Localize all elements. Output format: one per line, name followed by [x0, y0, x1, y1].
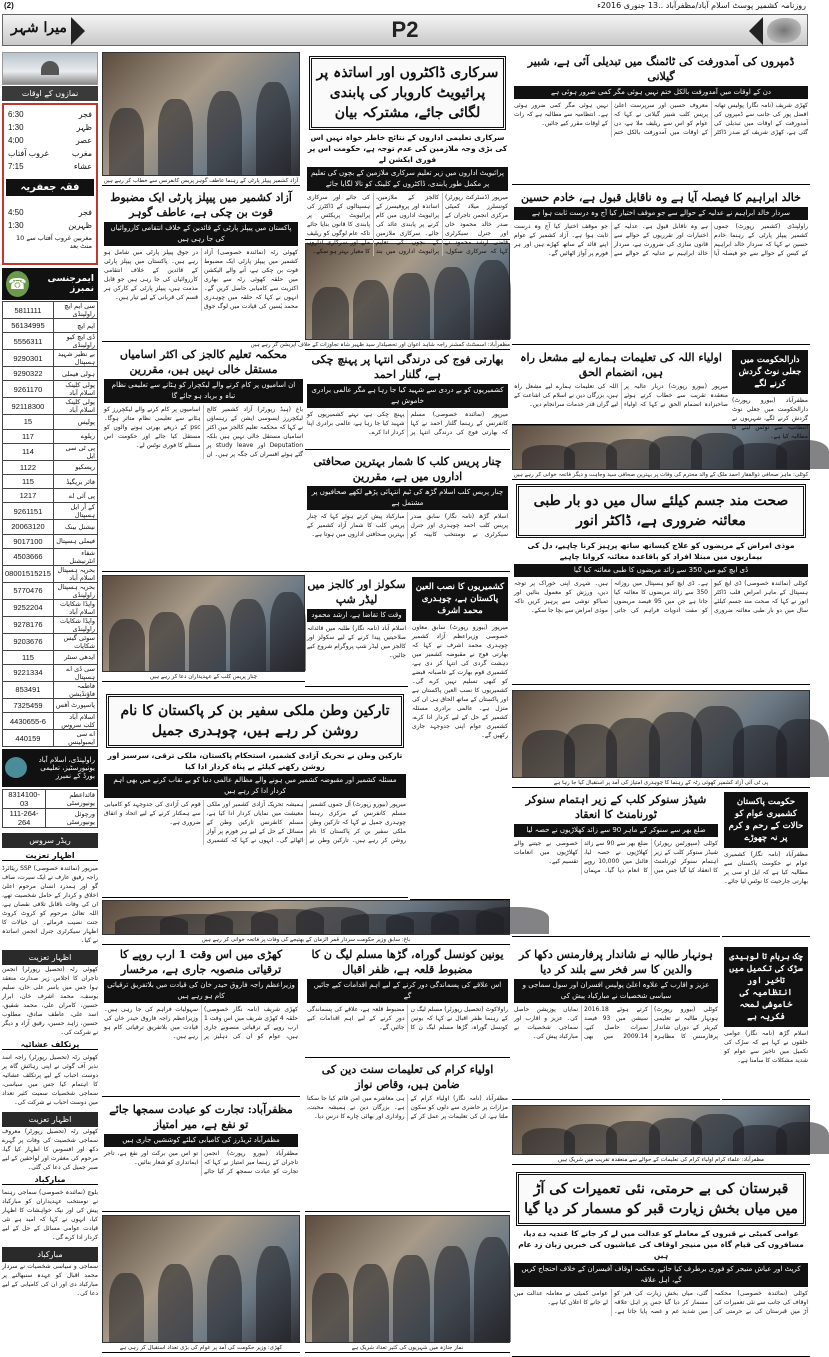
- article-headline: سرکاری ڈاکٹروں اور اساتذہ پر پرائیویٹ کاروبار کی پابندی لگائی جائے، مشترکہ بیان: [309, 56, 506, 130]
- article-body: کھڑی شریف (نامہ نگار خصوصی) حلقہ 4 کھڑی شریف میں اس وقت 1 ارب روپے کے ترقیاتی منصوبے جاری ہیں، عوام کو ان کی دہلیز پر سہولیات فراہم کی جا رہی ہیں۔ وزیراعظم راجہ فاروق حیدر خان کی قیادت میں بلاتفریق ترقیاتی کام ہو رہے ہیں۔: [104, 1006, 298, 1040]
- article-subheadline: کشمیریوں کو بے دردی سے شہید کیا جا رہا ہے مگر عالمی برادری خاموش ہے: [307, 384, 508, 408]
- news-article: [305, 945, 510, 1058]
- phone-row: [3, 474, 98, 488]
- phone-row: [3, 503, 98, 520]
- news-article: [512, 52, 810, 185]
- prayer-name: فجر: [78, 208, 92, 217]
- reader-item-body: سماجی و سیاسی شخصیات نے سردار محمد اقبال کو عہدہ سنبھالنے پر مبارکباد دی اور ان کی کامیابی کے لیے دعا کی۔: [2, 1263, 98, 1298]
- news-photo: [512, 690, 810, 778]
- reader-item-body: بلوچ (نمائندہ خصوصی) سماجی رہنما نے نومنتخب عہدیداران کو مبارکباد پیش کی اور نیک خواہشات کا اظہار کیا، انہوں نے کہا کہ امید ہے نئی قیادت عوامی مسائل کے حل کے لیے کردار ادا کرے گی۔: [2, 1189, 98, 1242]
- article-subheadline: ڈی ایچ کیو میں 350 سے زائد مریضوں کا طبی معائنہ کیا گیا: [514, 564, 808, 577]
- article-headline: ڈمپروں کی آمدورفت کی ٹائمنگ میں تبدیلی آئی ہے، شبیر گیلانی: [527, 55, 795, 83]
- article-headline: تارکین وطن ملکی سفیر بن کر پاکستان کا نام روشن کر رہے ہیں، چوہدری جمیل: [106, 694, 404, 748]
- phone-row: [3, 534, 98, 548]
- phone-number: 1122: [3, 460, 54, 474]
- phone-row: [3, 319, 98, 333]
- phone-number: 9252204: [3, 599, 54, 616]
- phone-label: فاطمہ فاؤنڈیشن: [53, 681, 97, 698]
- person-figure: [393, 1255, 430, 1342]
- person-figure: [353, 1264, 390, 1342]
- phone-row: [3, 302, 98, 319]
- phone-row: [3, 565, 98, 582]
- photo-caption: کھڑی: وزیر حکومت کی آمد پر عوام کی بڑی تعداد استقبال کر رہی ہے: [102, 1344, 300, 1353]
- news-article: [305, 452, 510, 572]
- article-subheadline: ضلع بھر سے سنوکر کے ماہر 90 سے زائد کھلاڑیوں نے حصہ لیا: [514, 824, 718, 837]
- article-subheadline: مظفرآباد ٹریڈرز کی کامیابی کیلئے کوششیں جاری ہیں: [104, 1134, 298, 1147]
- phone-label: ایدھی سنٹر: [53, 650, 97, 664]
- article-body: کوٹلی (نمائندہ خصوصی) محکمہ اوقاف کی جانب سے نئی تعمیرات کی آڑ میں قبرستان کی بے حرمتی کی گئی، میاں بخش زیارت کی قبر کو مسمار کر دیا گیا جس پر اہل علاقہ میں شدید غم و غصہ پایا جاتا ہے۔ عوامی کمیٹی نے معاملہ عدالت میں لے جانے کا اعلان کیا ہے۔: [514, 1290, 808, 1315]
- article-body: میرپور (نمائندہ خصوصی) مسلم کانفرنس کے رہنما گلنار احمد نے کہا کہ بھارتی فوج کی درندگی انتہا پر پہنچ چکی ہے، نہتے کشمیریوں کو شہید کیا جا رہا ہے، عالمی برادری اپنا کردار ادا کرے۔: [307, 411, 508, 436]
- news-article: [722, 790, 810, 937]
- phone-number: 8314100-03: [3, 790, 46, 809]
- news-article: [512, 1168, 810, 1357]
- reader-item-body: کھوئی رٹہ (تحصیل رپورٹر) معروف سماجی شخصیت کی وفات پر گہرے دکھ اور افسوس کا اظہار کیا گیا، مرحوم کی مغفرت اور لواحقین کے لیے صبر جمیل کی دعا کی گئی۔: [2, 1128, 98, 1172]
- mosque-image: [2, 52, 98, 85]
- article-body: راولاکوٹ (تحصیل رپورٹر) مسلم لیگ ن کے رہنما ظفر اقبال نے کہا کہ یونین کونسل گوراہ، گڑھا مسلم لیگ ن کا مضبوط قلعہ ہے، علاقے کی پسماندگی دور کرنے کے لیے اہم اقدامات کیے جائیں گے۔: [307, 1006, 508, 1031]
- news-article: [102, 188, 300, 342]
- phone-number: 08001515215: [3, 565, 54, 582]
- article-headline: چک ہرہام تا لوہیدی سڑک کی تکمیل میں تاخیر اور انتظامیہ کی خاموشی لمحہ فکریہ ہے: [724, 947, 808, 1027]
- phone-number: 111-264-264: [3, 809, 46, 828]
- person-figure: [312, 287, 349, 339]
- phone-label: واپڈا شکایات اسلام آباد: [53, 599, 97, 616]
- phone-number: 56134995: [3, 319, 54, 333]
- photo-caption: پی ٹی آئی آزاد کشمیر کھوئی رٹہ کے رہنما کا چوہدری امتیاز کی آمد پر استقبال کیا جا رہا ہے: [512, 779, 810, 788]
- prayer-time: 4:50: [8, 208, 24, 217]
- phone-number: 7325459: [3, 698, 54, 712]
- person-figure: [434, 267, 471, 339]
- prayer-name: عصر: [75, 136, 92, 145]
- phone-label: پولیس: [53, 415, 97, 429]
- article-headline: قبرستان کی بے حرمتی، نئی تعمیرات کی آڑ میں میاں بخش زیارت قبر کو مسمار کر دیا گیا: [516, 1172, 806, 1226]
- phone-label: پولی کلینک اسلام آباد: [53, 398, 97, 415]
- news-article: [512, 348, 730, 425]
- reader-item-title: مبارکباد: [2, 1247, 98, 1262]
- reader-item-title: اظہار تعزیت: [2, 1112, 98, 1127]
- prayer-row: [8, 108, 92, 121]
- article-lead: سرکاری تعلیمی اداروں کے نتائج خاطر خواہ نہیں اس کی بڑی وجہ ملازمین کی عدم توجہ ہے، حکومت اس پر فوری ایکشن لے: [307, 133, 508, 164]
- reader-item-title: مبارکباد: [2, 1175, 98, 1185]
- news-article: [305, 52, 510, 255]
- article-body: کھوئی رٹہ (نمائندہ خصوصی) آزاد کشمیر میں پیپلز پارٹی ایک مضبوط قوت بن چکی ہے، آنے والے الیکشن میں حلقہ کھوئی رٹہ سے بھاری اکثریت سے کامیابی حاصل کریں گے۔ انہوں نے کہا کہ حلقہ میں چوہدری محمد یٰسین کی قیادت میں لوگ جوق در جوق پیپلز پارٹی میں شامل ہو رہے ہیں۔ پاکستان میں پیپلز پارٹی کے قائدین کے خلاف انتقامی کارروائیاں کی جا رہی ہیں جو قابل مذمت ہیں، پیپلز پارٹی کے کارکن ہر قسم کی قربانی کے لیے تیار ہیں۔: [104, 249, 298, 310]
- article-body: مظفرآباد (بیورو رپورٹ) انجمن تاجران کے رہنما میر امتیاز نے کہا کہ تجارت کو عبادت سمجھ کر کیا جائے تو اس میں برکت اور نفع ہے، تاجر ایمانداری کو شعار بنائیں۔: [104, 1150, 298, 1175]
- page-label: P2: [391, 17, 419, 42]
- article-subheadline: وقت کا تقاضا ہے، ارشد محمود: [307, 609, 406, 622]
- phone-label: ریسکیو: [53, 460, 97, 474]
- top-line: [0, 0, 810, 13]
- phone-row: [3, 398, 98, 415]
- phone-row: [3, 489, 98, 503]
- reader-item-title: اظہار تعزیت: [2, 950, 98, 965]
- phone-label: اے سی ایمبولینس: [53, 730, 97, 747]
- reader-item-body: کھوئی رٹہ (تحصیل رپورٹر) انجمن تاجران کا اجلاس زیر صدارت منعقد ہوا جس میں یاسر علی خان، سلیم یوسف، محمد اشرف خان، ابرار حسین، کامران علی، محمد شفیق، اسد علی، عاطف صادق، مطلوب حسین، زاہد حسین، رفیق آزاد و دیگر نے شرکت کی۔: [2, 966, 98, 1037]
- phone-number: 1217: [3, 489, 54, 503]
- news-article: [512, 945, 720, 1100]
- newspaper-logo: [767, 18, 801, 43]
- news-article: [512, 188, 810, 345]
- phone-label: ہولی فیملی: [53, 367, 97, 381]
- phone-label: فیملی ہسپتال: [53, 534, 97, 548]
- article-subheadline: ان اسامیوں پر کام کرنے والے لیکچرار کو ہٹانے سے تعلیمی نظام تباہ و برباد ہو جائے گا: [104, 379, 303, 403]
- phone-row: [3, 809, 98, 828]
- phone-number: 9017100: [3, 534, 54, 548]
- phone-row: [3, 616, 98, 633]
- telephone-icon: ☎: [6, 271, 29, 297]
- article-headline: شیڈز سنوکر کلب کے زیر اہتمام سنوکر ٹورنامنٹ کا انعقاد: [525, 793, 707, 821]
- phone-row: [3, 548, 98, 565]
- person-figure: [474, 260, 511, 339]
- person-figure: [776, 719, 829, 777]
- article-subheadline: وزیراعظم راجہ فاروق حیدر خان کی قیادت میں بلاتفریق ترقیاتی کام ہو رہے ہیں: [104, 979, 298, 1003]
- phone-row: [3, 333, 98, 350]
- news-article: [102, 1100, 300, 1212]
- phone-number: 4503666: [3, 548, 54, 565]
- prayer-row: [8, 160, 92, 173]
- article-subheadline: دن کے اوقات میں آمدورفت بالکل ختم نہیں ہوئی مگر کمی ضرور ہوئی ہے: [514, 86, 808, 99]
- news-article: [730, 348, 810, 440]
- article-headline: کھڑی میں اس وقت 1 ارب روپے کا ترقیاتی منصوبہ جاری ہے، مرخسار: [119, 948, 283, 976]
- phone-row: [3, 790, 98, 809]
- phone-row: [3, 367, 98, 381]
- article-body: اسلام گڑھ (نامہ نگار) عوامی حلقوں نے کہا ہے کہ سڑک کی تکمیل میں تاخیر سے عوام کو شدید مشکلات کا سامنا ہے۔: [724, 1030, 808, 1064]
- article-subheadline: سردار خالد ابراہیم نے عدلیہ کے حوالے سے جو موقف اختیار کیا آج وہ درست ثابت ہوا ہے: [514, 207, 808, 220]
- article-headline: خالد ابراہیم کا فیصلہ آیا ہے وہ ناقابل قبول ہے، خادم حسین: [521, 191, 801, 204]
- university-numbers-ad: [2, 749, 98, 787]
- person-figure: [189, 605, 225, 671]
- phone-label: شفاء انٹرنیشنل: [53, 548, 97, 565]
- news-photo: [102, 575, 305, 672]
- phone-number: 9203676: [3, 633, 54, 650]
- phone-label: فائر بریگیڈ: [53, 474, 97, 488]
- prayer-row: [8, 206, 92, 219]
- news-article: [410, 575, 510, 900]
- prayer-time: 7:15: [8, 162, 24, 171]
- phone-label: بے نظیر شہید ہسپتال: [53, 350, 97, 367]
- person-figure: [109, 108, 144, 175]
- phone-label: پی آئی اے: [53, 489, 97, 503]
- photo-caption: مظفرآباد: علماء کرام اولیاء کرام کی تعلیمات کے حوالے سے منعقدہ تقریب میں شریک ہیں: [512, 1156, 810, 1165]
- news-photo: [512, 1105, 810, 1155]
- person-figure: [393, 273, 430, 339]
- article-body: کھڑی شریف (نامہ نگار) پولیس تھانہ افضل پور کی جانب سے ڈمپروں کی آمدورفت کے اوقات میں تبدیلی کی گئی ہے، کھڑی شریف کے صدر ڈاکٹر معروف حسین اور سرپرست اعلیٰ پریس کلب شبیر گیلانی نے کہا کہ عوام کو اس سے ریلیف ملا ہے، دن کے اوقات میں آمدورفت بالکل ختم نہیں ہوئی مگر کمی ضرور ہوئی ہے۔ انتظامیہ سے مطالبہ ہے کہ رات کے اوقات مقرر کیے جائیں۔: [514, 102, 808, 136]
- article-body: مظفرآباد (بیورو رپورٹ) دارالحکومت میں جعلی نوٹ گردش کرنے لگے، شہریوں نے انتظامیہ سے نوٹس لینے کا مطالبہ کیا ہے۔: [732, 397, 808, 440]
- photo-caption: نماز جنازہ میں شہریوں کی کثیر تعداد شریک ہے: [305, 1344, 510, 1353]
- phone-label: اسلام آباد کلب سروس: [53, 713, 97, 730]
- article-headline: سکولز اور کالجز میں لیڈر شپ: [307, 578, 406, 606]
- person-figure: [434, 1246, 471, 1342]
- article-body: میرپور (بیورو رپورٹ) دربار عالیہ پر منعقدہ تقریب سے خطاب کرتے ہوئے صاحبزادہ انضمام الحق نے کہا کہ اولیاء اللہ کی تعلیمات ہمارے لیے مشعل راہ ہیں، بزرگان دین نے اسلام کی اشاعت کے لیے گراں قدر خدمات سرانجام دیں۔: [514, 383, 728, 408]
- person-figure: [256, 82, 291, 175]
- person-figure: [230, 599, 266, 671]
- news-article: [102, 690, 408, 898]
- article-subheadline: اس علاقے کی پسماندگی دور کرنے کے لیے اہم اقدامات کیے جائیں گے: [307, 979, 508, 1003]
- photo-caption: کوٹلی: ماہر صحافی ذوالفقار احمد ملک کے والد محترم کی وفات پر بہترین صحافی سید وجاہت و دیگر فاتحہ خوانی کر رہے ہیں: [513, 472, 809, 478]
- emergency-title: ایمرجنسی نمبرز: [47, 274, 94, 294]
- article-subheadline: پرائیویٹ اداروں میں زیر تعلیم سرکاری ملازمین کے بچوں کی تعلیم پر مکمل طور پابندی، ڈاکٹروں کے کلینک کو تالا لگایا جائے: [307, 167, 508, 191]
- issue-date: روزنامہ کشمیر پوسٹ اسلام آباد/مظفرآباد ..13 جنوری 2016ء: [597, 1, 806, 10]
- page-header-band: [2, 14, 808, 46]
- phone-row: [3, 664, 98, 681]
- news-article: [102, 945, 300, 1097]
- university-phone-table: [2, 789, 98, 828]
- phone-row: [3, 381, 98, 398]
- article-headline: آزاد کشمیر میں پیپلز پارٹی ایک مضبوط قوت بن چکی ہے، عاطف گوہر: [110, 191, 292, 219]
- prayer-times-box: [2, 103, 98, 265]
- phone-row: [3, 582, 98, 599]
- phone-label: بحریہ ہسپتال اسلام آباد: [53, 565, 97, 582]
- phone-number: 92118300: [3, 398, 54, 415]
- article-body: میرپور (بیورو رپورٹ) سابق معاون خصوصی وزیراعظم آزاد کشمیر چوہدری محمد اشرف نے کہا کہ بھارتی فوج نے مقبوضہ کشمیر میں دہشت گردی کی انتہا کر دی ہے، کشمیری قوم بھارت کے غاصبانہ قبضے کو کبھی تسلیم نہیں کرے گی۔ کشمیریوں کا نصب العین پاکستان ہے اور پاکستان کے ساتھ الحاق ہی ان کی منزل ہے۔ عالمی برادری مسئلہ کشمیر کے حل کے لیے کردار ادا کرے، کشمیری عوام اپنی جدوجہد جاری رکھیں گے۔: [412, 624, 508, 739]
- prayer-name: ظہر: [76, 123, 92, 132]
- article-body: کوٹلی (بیورو رپورٹ) ہونہار طالبہ نے تعلیمی کیریئر کے دوران شاندار پرفارمنس کا مظاہرہ کرتے ہوئے 2016.18 سیشن میں 93 فیصد نمبرات حاصل کیے، 2009.14 میں بھی نمایاں پوزیشن حاصل کی۔ عزیز و اقارب اور سماجی شخصیات نے مبارکباد پیش کی۔: [514, 1006, 718, 1040]
- phone-label: واپڈا شکایات راولپنڈی: [53, 616, 97, 633]
- phone-label: سی ڈی اے ہسپتال: [53, 664, 97, 681]
- article-headline: اولیاء اللہ کی تعلیمات ہمارے لیے مشعل راہ ہیں، انضمام الحق: [520, 351, 722, 379]
- article-subheadline: کرپٹ اور عیاش منیجر کو فوری برطرف کیا جائے، محکمہ اوقاف آفیسران کے خلاف احتجاج کریں گے، اہل علاقہ: [514, 1263, 808, 1287]
- phone-number: 9278176: [3, 616, 54, 633]
- phone-row: [3, 429, 98, 443]
- phone-row: [3, 443, 98, 460]
- prayer-name: ظہرین: [68, 221, 92, 230]
- phone-row: [3, 650, 98, 664]
- chevron-left-icon: [749, 17, 763, 45]
- person-figure: [270, 592, 306, 671]
- prayer-time: 4:00: [8, 136, 24, 145]
- phone-number: 5811111: [3, 302, 54, 319]
- phone-number: 853491: [3, 681, 54, 698]
- prayer-time: غروب آفتاب: [8, 149, 49, 158]
- phone-label: ڈی ایچ کیو راولپنڈی: [53, 333, 97, 350]
- person-figure: [158, 1264, 193, 1342]
- news-photo: [102, 52, 300, 176]
- phone-number: 9261170: [3, 381, 54, 398]
- phone-number: 115: [3, 650, 54, 664]
- phone-number: 115: [3, 474, 54, 488]
- article-body: اسلام آباد (نامہ نگار) طلبہ میں قائدانہ صلاحیتیں پیدا کرنے کے لیے سکولز اور کالجز میں لیڈر شپ پروگرام شروع کیے جائیں۔: [307, 625, 406, 659]
- phone-row: [3, 633, 98, 650]
- fiqh-jafria-title: فقہ جعفریہ: [6, 179, 94, 196]
- phone-label: ایم ایچ: [53, 319, 97, 333]
- article-headline: محکمہ تعلیم کالجز کی اکثر اسامیاں مستقل خالی نہیں ہیں، مقررین: [119, 348, 288, 376]
- article-headline: صحت مند جسم کیلئے سال میں دو بار طبی معائنہ ضروری ہے، ڈاکٹر انور: [516, 484, 806, 538]
- article-headline: اولیاء کرام کی تعلیمات سنت دین کی ضامن ہیں، وقاص نواز: [321, 1063, 494, 1091]
- article-body: مظفرآباد (نامہ نگار) کشمیری عوام نے حکومت پاکستان سے مطالبہ کیا ہے کہ ایل او سی پر بھارتی جارحیت کا نوٹس لیا جائے۔: [724, 851, 808, 885]
- phone-row: [3, 460, 98, 474]
- article-subheadline: پاکستان میں پیپلز پارٹی کے قائدین کے خلاف انتقامی کارروائیاں کی جا رہی ہیں: [104, 222, 298, 246]
- emergency-banner: [2, 268, 98, 300]
- reader-item-body: کھوئی رٹہ (تحصیل رپورٹر) راجہ اسد نذیر آف گوئی نے اپنی رہائش گاہ پر دوست احباب کے لیے پرتکلف عشائیہ کا اہتمام کیا جس میں سیاسی، سماجی شخصیات سمیت کثیر تعداد میں دوست احباب نے شرکت کی۔: [2, 1054, 98, 1107]
- phone-number: 9290322: [3, 367, 54, 381]
- person-figure: [776, 1122, 829, 1154]
- photo-caption: مظفرآباد: اسسٹنٹ کمشنر راجہ شاہد اعوان اور تحصیلدار سید ظہیر شاہ تجاوزات کے خلاف آپریشن کر رہے ہیں: [250, 342, 510, 348]
- prayer-name: مغرب: [71, 149, 92, 158]
- article-subheadline: عزیز و اقارب کے علاوہ اعلیٰ پولیس افسران اور سول سماجی و سیاسی شخصیات نے مبارکباد پیش کی: [514, 979, 718, 1003]
- reader-service-title: ریڈر سروس: [2, 833, 98, 848]
- news-article: [722, 945, 810, 1100]
- phone-number: 5556311: [3, 333, 54, 350]
- photo-caption: باغ: سابق وزیر حکومت سردار قمر الزمان کے بھتیجے کی وفات پر فاتحہ خوانی کر رہے ہیں: [102, 936, 510, 945]
- graduation-cap-icon: [5, 757, 27, 779]
- article-body: کوٹلی (نمائندہ خصوصی) ڈی ایچ کیو ہسپتال کے ماہر امراض قلب ڈاکٹر انور نے کہا کہ صحت مند جسم کیلئے سال میں دو بار طبی معائنہ ضروری ہے۔ ڈی ایچ کیو ہسپتال میں روزانہ 350 سے زائد مریضوں کا معائنہ کیا جاتا ہے جن میں 95 فیصد مریضوں کو مفت ادویات فراہم کی جاتی ہیں۔ شہری اپنی خوراک پر توجہ دیں، ورزش کو معمول بنائیں اور تمباکو نوشی سے پرہیز کریں تاکہ موذی امراض سے بچا جا سکے۔: [514, 580, 808, 614]
- prayer-times-title: نمازوں کے اوقات: [2, 86, 98, 101]
- phone-number: 9290301: [3, 350, 54, 367]
- phone-number: 9221334: [3, 664, 54, 681]
- phone-number: 440159: [3, 730, 54, 747]
- phone-label: سوئی گیس شکایات: [53, 633, 97, 650]
- phone-label: کے آر ایل ہسپتال: [53, 503, 97, 520]
- phone-row: [3, 520, 98, 534]
- page-number: (2): [4, 1, 14, 10]
- phone-label: پولی کلینک اسلام آباد: [53, 381, 97, 398]
- photo-caption: آزاد کشمیر پیپلز پارٹی کے رہنما عاطف گوہر پریس کانفرنس سے خطاب کر رہے ہیں: [103, 178, 299, 184]
- prayer-name: فجر: [78, 110, 92, 119]
- phone-label: ریلوے: [53, 429, 97, 443]
- phone-row: [3, 350, 98, 367]
- article-subheadline: چنار پریس کلب اسلام گڑھ کی ٹیم انتہائی پڑھے لکھے صحافیوں پر مشتمل ہے: [307, 486, 508, 510]
- prayer-row: [8, 219, 92, 232]
- prayer-row: [8, 121, 92, 134]
- emergency-phone-table: [2, 301, 98, 747]
- section-title: میرا شہر: [11, 20, 67, 36]
- prayer-name: عشاء: [73, 162, 92, 171]
- phone-label: سی ایم ایچ راولپنڈی: [53, 302, 97, 319]
- article-headline: حکومت پاکستان کشمیری عوام کو حالات کے رحم و کرم پر نہ چھوڑے: [724, 792, 808, 848]
- article-headline: بھارتی فوج کی درندگی انتہا پر پہنچ چکی ہے، گلنار احمد: [311, 353, 504, 381]
- news-photo: [305, 243, 510, 340]
- person-figure: [109, 619, 145, 671]
- article-lead: عوامی کمیٹی نے قبروں کے معاملے کو عدالت میں لے کر جانے کا عندیہ دے دیا، مسافروں کی قیام گاہ میں منیجر اوقاف کی عیاشیوں کی خبریں زبان زد عام ہیں: [518, 1229, 804, 1260]
- phone-row: [3, 415, 98, 429]
- person-figure: [256, 1246, 291, 1342]
- person-figure: [776, 440, 829, 469]
- article-lead: تارکین وطن نے تحریک آزادی کشمیر، استحکام پاکستان، ملکی ترقی، سرسبز اور روشن رکھنے کیلئے بے پناہ کردار ادا کیا: [107, 751, 403, 771]
- article-body: مظفرآباد (نامہ نگار) اولیاء کرام کے مزارات پر حاضری سے دلوں کو سکون ملتا ہے، ان کی تعلیمات پر عمل کر کے ہی معاشرے میں امن قائم کیا جا سکتا ہے۔ بزرگان دین نے ہمیشہ محبت، رواداری اور بھائی چارے کا درس دیا۔: [307, 1095, 508, 1120]
- phone-row: [3, 713, 98, 730]
- article-headline: دارالحکومت میں جعلی نوٹ گردش کرنے لگے: [732, 350, 808, 394]
- news-article: [305, 575, 408, 687]
- sidebar: [2, 52, 98, 1355]
- phone-row: [3, 681, 98, 698]
- news-article: [512, 790, 720, 937]
- ad-text: راولپنڈی، اسلام آباد یونیورسٹیز، تعلیمی بورڈ کے نمبرز: [38, 756, 95, 781]
- news-photo: [102, 900, 510, 935]
- phone-row: [3, 599, 98, 616]
- phone-number: 20063120: [3, 520, 54, 534]
- article-body: باغ (ہیڈ رپورٹر) آزاد کشمیر کالج لیکچررز ایسوسی ایشن کے رہنماؤں نے کہا کہ محکمہ تعلیم کالجز میں اکثر اسامیاں مستقل خالی نہیں ہیں بلکہ Deputation اور study leave پر گئے ہوئے افسران کی جگہ پر ہیں۔ ان اسامیوں پر کام کرنے والے لیکچررز کو ہٹانے سے تعلیمی نظام متاثر ہوگا۔ psc کے ذریعے بھرتی ہونے والوں کو مستقل کیا جائے اور حکومت اس مسئلے کا فوری نوٹس لے۔: [104, 406, 304, 458]
- article-body: اسلام گڑھ (نامہ نگار) سابق صدر پریس کلب احمد چوہدری اور جنرل سیکرٹری نے نومنتخب کابینہ کو مبارکباد پیش کرتے ہوئے کہا کہ چنار پریس کلب کا شمار آزاد کشمیر کے بہترین صحافتی اداروں میں ہوتا ہے۔: [307, 513, 508, 538]
- article-headline: مظفرآباد: تجارت کو عبادت سمجھا جائے تو نفع ہے، میر امتیاز: [109, 1103, 293, 1131]
- news-article: [305, 350, 510, 450]
- news-photo: [102, 1215, 300, 1343]
- phone-number: 5770476: [3, 582, 54, 599]
- prayer-time: 1:30: [8, 123, 24, 132]
- news-article: [102, 345, 305, 572]
- article-headline: ہونہار طالبہ نے شاندار پرفارمنس دکھا کر والدین کا سر فخر سے بلند کر دیا: [519, 948, 713, 976]
- person-figure: [158, 99, 193, 175]
- phone-label: قائداعظم یونیورسٹی: [46, 790, 98, 809]
- phone-label: پی ٹی سی ایل: [53, 443, 97, 460]
- person-figure: [207, 1255, 242, 1342]
- photo-caption: چنار پریس کلب کے عہدیداران دعا کر رہے ہیں: [102, 673, 305, 682]
- article-headline: کشمیریوں کا نصب العین پاکستان ہے، چوہدری محمد اشرف: [412, 577, 508, 621]
- news-photo: [305, 1215, 510, 1343]
- person-figure: [149, 612, 185, 671]
- phone-label: پاسپورٹ آفس: [53, 698, 97, 712]
- person-figure: [312, 1273, 349, 1342]
- phone-number: 4430655-6: [3, 713, 54, 730]
- reader-item-body: میرپور (نمائندہ خصوصی) SSP ریٹائرڈ راجہ رفیق عارف نے ایک سیرت، صاف گو اور ہمدرد انسان مرحوم اعلیٰ اخلاق و کردار کے حامل شخصیت تھے، ان کی وفات ناقابل تلافی نقصان ہے، اللہ تعالیٰ مرحوم کو کروٹ کروٹ جنت نصیب فرمائے۔ ان خیالات کا اظہار سیکرٹری جنرل انجمن اساتذہ نے کیا۔: [2, 865, 99, 945]
- article-body: راولپنڈی (کشمیر رپورٹ) جموں کشمیر پیپلز پارٹی کے رہنما خادم حسین نے کہا کہ سردار خالد ابراہیم کے کیس کے حوالے سے جو فیصلہ آیا ہے وہ ناقابل قبول ہے۔ عدلیہ کے اختیارات اور تقرریوں کے حوالے سے قانون سازی کی ضرورت ہے، سردار خالد ابراہیم نے عدلیہ کے حوالے سے جو موقف اختیار کیا آج وہ درست ثابت ہوا ہے۔ آزاد کشمیر کے عوام اپنے قائد کے ساتھ کھڑے ہیں اور ہر فورم پر آواز اٹھائیں گے۔: [514, 223, 808, 257]
- phone-number: 117: [3, 429, 54, 443]
- person-figure: [474, 1237, 511, 1342]
- phone-number: 114: [3, 443, 54, 460]
- phone-row: [3, 698, 98, 712]
- phone-label: نیشنل بینک: [53, 520, 97, 534]
- article-body: کوٹلی (سپورٹس رپورٹر) شیڈز سنوکر کلب کے زیر اہتمام سنوکر ٹورنامنٹ کا انعقاد کیا گیا جس میں ضلع بھر سے 90 سے زائد کھلاڑیوں نے حصہ لیا، فائنل میں 10,000 روپے کا انعام دیا گیا۔ مہمان خصوصی نے جیتنے والے کھلاڑیوں میں انعامات تقسیم کیے۔: [514, 840, 718, 874]
- prayer-row: [8, 147, 92, 160]
- article-body: میرپور (بیورو رپورٹ) آل جموں کشمیر مسلم کانفرنس کے مرکزی رہنما چوہدری جمیل نے کہا کہ تارکین وطن ملکی سفیر بن کر پاکستان کا نام روشن کر رہے ہیں۔ تارکین وطن نے ہمیشہ تحریک آزادی کشمیر اور ملکی معیشت میں نمایاں کردار ادا کیا ہے، مسلم کانفرنس تارکین وطن کے مسائل کے حل کے لیے ہر فورم پر آواز اٹھائے گی۔ انہوں نے کہا کہ کشمیری قوم کی آزادی کی جدوجہد کو کامیابی سے ہمکنار کرنے کے لیے اتحاد و اتفاق ضروری ہے۔: [104, 801, 406, 844]
- news-article: [305, 1060, 510, 1212]
- fiqh-note: مغربین غروب آفتاب سے 10 منٹ بعد: [16, 234, 92, 250]
- person-figure: [207, 91, 242, 175]
- article-body: میرپور (ڈسٹرکٹ رپورٹر) کونسلرز میلاد کمیٹی مرکزی انجمن تاجران کے صدر خالد محمود خان اور جنرل سیکرٹری قاضی ارشد محمود نے کہا کہ سرکاری سکول، کالجز کے ملازمین، اساتذہ اور پروفیسرز کے پرائیویٹ اداروں میں کام کرنے پر پابندی عائد کی جائے۔ سرکاری ملازمین کے بچوں کی تعلیم پرائیویٹ اداروں میں بند کی جائے اور سرکاری ہسپتالوں کے ڈاکٹرز کی پرائیویٹ پریکٹس پر پابندی کا قانون بنایا جائے تاکہ عام لوگوں کو ریلیف ملے اور سرکاری اداروں کا معیار بہتر ہو سکے۔: [307, 194, 508, 255]
- news-article: [512, 480, 810, 685]
- prayer-row: [8, 134, 92, 147]
- prayer-time: 6:30: [8, 110, 24, 119]
- phone-row: [3, 730, 98, 747]
- reader-item-title: اظہار تعزیت: [2, 851, 98, 861]
- person-figure: [353, 280, 390, 339]
- article-subheadline: مسئلہ کشمیر اور مقبوضہ کشمیر میں ہونے والے مظالم عالمی دنیا کو بے نقاب کرنے میں بھی اہم کردار ادا کر رہے ہیں: [104, 774, 406, 798]
- person-figure: [109, 1273, 144, 1342]
- article-lead: موذی امراض کے مریضوں کو علاج کیساتھ ساتھ پرہیز کرنا چاہیے، دل کی بیماریوں میں مبتلا افراد کو باقاعدہ معائنہ کروانا چاہیے: [527, 541, 795, 561]
- prayer-time: 1:30: [8, 221, 24, 230]
- reader-item-title: پرتکلف عشائیہ: [2, 1040, 98, 1050]
- phone-number: 15: [3, 415, 54, 429]
- phone-label: ورچوئل یونیورسٹی: [46, 809, 98, 828]
- article-headline: یونین کونسل گوراہ، گڑھا مسلم لیگ ن کا مضبوط قلعہ ہے، ظفر اقبال: [311, 948, 504, 976]
- article-headline: چنار پریس کلب کا شمار بہترین صحافتی اداروں میں ہے، مقررین: [313, 455, 502, 483]
- phone-label: بحریہ ہسپتال راولپنڈی: [53, 582, 97, 599]
- phone-number: 9261151: [3, 503, 54, 520]
